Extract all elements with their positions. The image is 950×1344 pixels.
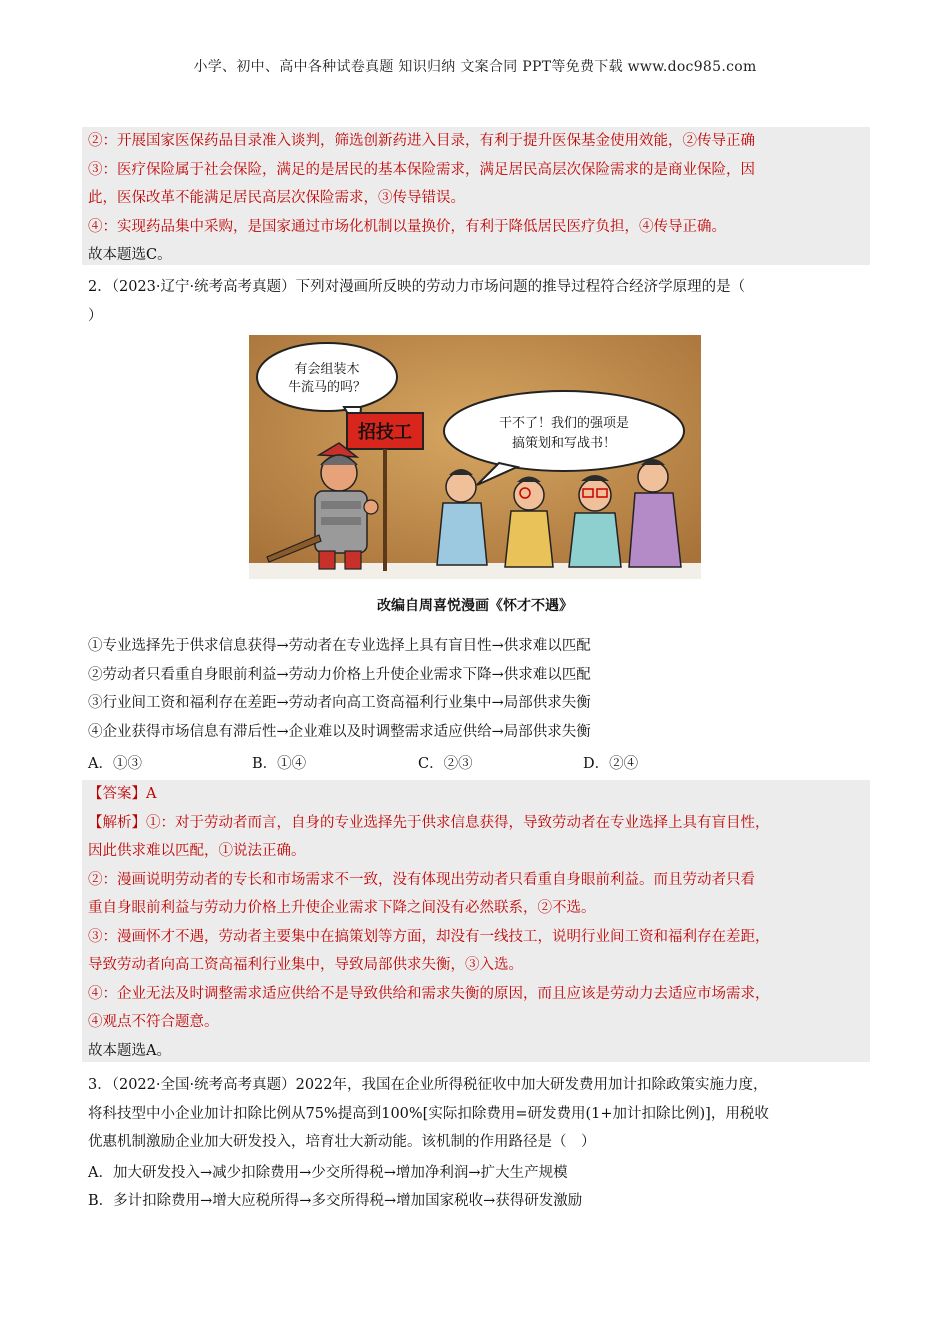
cartoon-image	[249, 335, 701, 579]
conclusion-line: 故本题选C。	[88, 247, 172, 263]
answer-line: 【答案】A	[88, 786, 157, 802]
bubble-left-line: 牛流马的吗？	[287, 380, 367, 395]
bubble-right-line: 干不了！我们的强项是	[498, 416, 630, 431]
q3-stem	[88, 1071, 868, 1216]
bubble-right-line: 搞策划和写战书！	[511, 436, 617, 451]
q2-statements	[88, 632, 868, 746]
sign-pole	[383, 501, 387, 571]
analysis-label: 【解析】	[88, 814, 146, 831]
statement-item: ③行业间工资和福利存在差距→劳动者向高工资高福利行业集中→局部供求失衡	[88, 695, 591, 711]
option-c[interactable]: C．②③	[418, 756, 473, 772]
analysis-line: ④：企业无法及时调整需求适应供给不是导致供给和需求失衡的原因，而且应该是劳动力去适应市场需求，	[88, 985, 770, 1002]
option-b[interactable]: B．①④	[252, 756, 307, 772]
analysis-line: 此，医保改革不能满足居民高层次保险需求，③传导错误。	[88, 190, 465, 206]
analysis-line: ③：医疗保险属于社会保险，满足的是居民的基本保险需求，满足居民高层次保险需求的是商业保险，因	[88, 161, 755, 178]
statement-item: ④企业获得市场信息有滞后性→企业难以及时调整需求适应供给→局部供求失衡	[88, 723, 591, 740]
q3-stem-line: 3．（2022·全国·统考高考真题）2022年，我国在企业所得税征收中加大研发费用加计扣除政策实施力度，	[88, 1077, 768, 1093]
bubble-left-line: 有会组装木	[294, 362, 360, 377]
analysis-line: ④：实现药品集中采购，是国家通过市场化机制以量换价，有利于降低居民医疗负担，④传导正确。	[88, 218, 726, 235]
cartoon-drawing	[249, 335, 701, 579]
q3-stem-line: 优惠机制激励企业加大研发投入，培育壮大新动能。该机制的作用路径是（ ）	[88, 1134, 596, 1150]
analysis-line: 重自身眼前利益与劳动力价格上升使企业需求下降之间没有必然联系，②不选。	[88, 900, 596, 916]
statement-item: ①专业选择先于供求信息获得→劳动者在专业选择上具有盲目性→供求难以匹配	[88, 638, 591, 654]
option-a[interactable]: A．加大研发投入→减少扣除费用→少交所得税→增加净利润→扩大生产规模	[88, 1164, 568, 1181]
q2-stem	[88, 273, 868, 330]
conclusion-line: 故本题选A。	[88, 1042, 171, 1059]
cartoon-caption: 改编自周喜悦漫画《怀才不遇》	[377, 598, 573, 614]
prev-analysis-block	[82, 127, 870, 265]
analysis-text: ①：对于劳动者而言，自身的专业选择先于供求信息获得，导致劳动者在专业选择上具有盲目性，	[146, 814, 770, 831]
statement-item: ②劳动者只看重自身眼前利益→劳动力价格上升使企业需求下降→供求难以匹配	[88, 666, 591, 683]
analysis-line: ④观点不符合题意。	[88, 1014, 219, 1030]
option-b[interactable]: B．多计扣除费用→增大应税所得→多交所得税→增加国家税收→获得研发激励	[88, 1193, 583, 1209]
q2-answer-block	[82, 780, 870, 1062]
analysis-line: 因此供求难以匹配，①说法正确。	[88, 843, 306, 859]
q2-stem-line: ）	[88, 307, 103, 324]
analysis-line: 导致劳动者向高工资高福利行业集中，导致局部供求失衡，③入选。	[88, 957, 523, 973]
q3-stem-line: 将科技型中小企业加计扣除比例从75%提高到100%[实际扣除费用=研发费用(1+加计扣除比例)]，用税收	[88, 1105, 769, 1122]
option-d[interactable]: D．②④	[583, 756, 639, 772]
sign-text: 招技工	[358, 422, 412, 443]
analysis-line: ②：开展国家医保药品目录准入谈判，筛选创新药进入目录，有利于提升医保基金使用效能，②传导正确	[88, 133, 755, 149]
site-header: 小学、初中、高中各种试卷真题 知识归纳 文案合同 PPT等免费下载 www.doc985.com	[193, 59, 757, 75]
q2-stem-line: 2．（2023·辽宁·统考高考真题）下列对漫画所反映的劳动力市场问题的推导过程符合经济学原理的是（	[88, 279, 746, 295]
analysis-line: ②：漫画说明劳动者的专长和市场需求不一致，没有体现出劳动者只看重自身眼前利益。而且劳动者只看	[88, 871, 755, 888]
analysis-line: ③：漫画怀才不遇，劳动者主要集中在搞策划等方面，却没有一线技工，说明行业间工资和福利存在差距，	[88, 928, 770, 945]
option-a[interactable]: A．①③	[88, 756, 142, 772]
analysis-line	[88, 809, 870, 838]
